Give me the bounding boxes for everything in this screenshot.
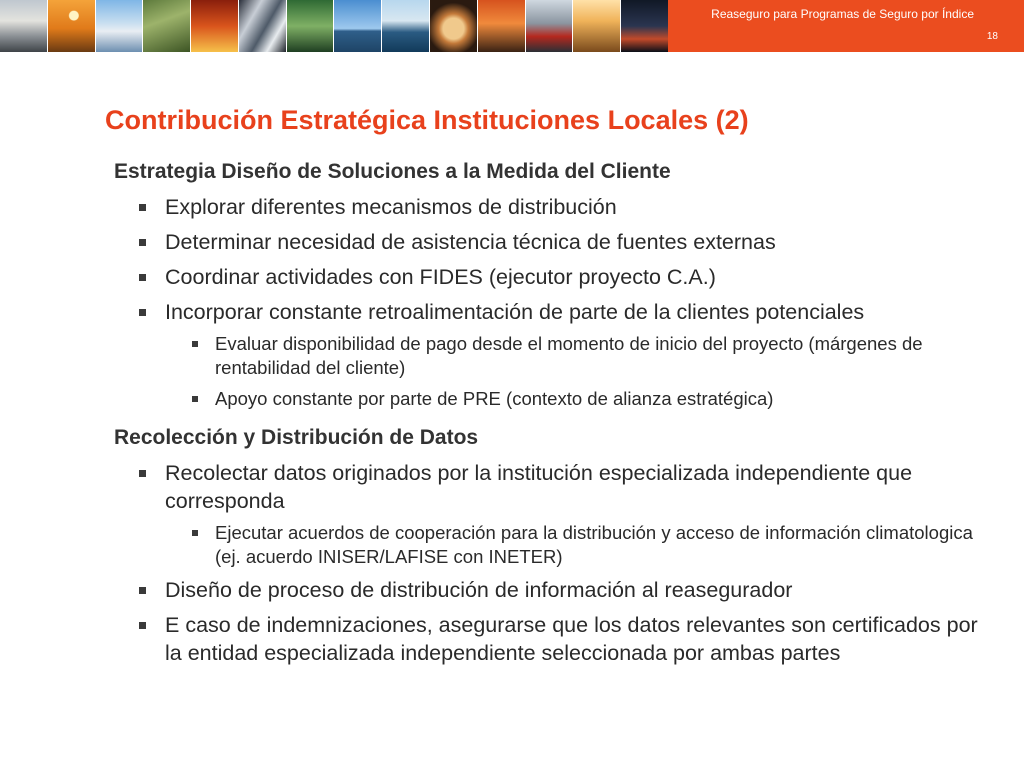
list-item <box>114 298 994 326</box>
square-bullet-icon <box>192 396 198 402</box>
slide-title: Contribución Estratégica Instituciones Locales (2) <box>105 105 749 135</box>
square-bullet-icon <box>139 274 146 281</box>
square-bullet-icon <box>139 622 146 629</box>
square-bullet-icon <box>139 204 146 211</box>
bullet-list <box>114 193 994 326</box>
square-bullet-icon <box>139 470 146 477</box>
bullet-list <box>114 576 994 667</box>
square-bullet-icon <box>139 587 146 594</box>
square-bullet-icon <box>139 309 146 316</box>
skyscraper-photo <box>239 0 286 52</box>
sub-list-item-text: Evaluar disponibilidad de pago desde el momento de inicio del proyecto (márgenes de rentabilidad del cliente) <box>215 333 923 378</box>
construction-photo <box>143 0 190 52</box>
brain-scan-photo <box>430 0 477 52</box>
list-item-text: Incorporar constante retroalimentación de parte de la clientes potenciales <box>165 300 865 324</box>
list-item <box>114 228 994 256</box>
sub-list-item <box>114 387 994 411</box>
sub-list-item-text: Apoyo constante por parte de PRE (contexto de alianza estratégica) <box>215 388 774 409</box>
sub-list-item <box>114 332 994 380</box>
list-item <box>114 576 994 604</box>
list-item <box>114 459 994 515</box>
oil-platform-photo <box>573 0 620 52</box>
list-item-text: Diseño de proceso de distribución de información al reasegurador <box>165 578 793 602</box>
square-bullet-icon <box>192 530 198 536</box>
section-heading: Recolección y Distribución de Datos <box>114 426 479 449</box>
bullet-list <box>114 459 994 515</box>
crop-field-photo <box>334 0 381 52</box>
list-item-text: Coordinar actividades con FIDES (ejecutor proyecto C.A.) <box>165 265 716 289</box>
slide-content <box>114 157 994 667</box>
refinery-photo <box>478 0 525 52</box>
industrial-plant-photo <box>0 0 47 52</box>
ship-photo <box>621 0 668 52</box>
page-number: 18 <box>986 31 998 42</box>
list-item-text: Explorar diferentes mecanismos de distribución <box>165 195 617 219</box>
list-item <box>114 611 994 667</box>
list-item-text: E caso de indemnizaciones, asegurarse que los datos relevantes son certificados por la entidad especializada independiente seleccionada por ambas partes <box>165 613 978 665</box>
square-bullet-icon <box>192 341 198 347</box>
list-item <box>114 263 994 291</box>
sunset-photo <box>48 0 95 52</box>
wave-photo <box>96 0 143 52</box>
list-item-text: Recolectar datos originados por la institución especializada independiente que corresponda <box>165 461 913 513</box>
sub-bullet-list <box>114 521 994 569</box>
sub-bullet-list <box>114 332 994 411</box>
forest-photo <box>287 0 334 52</box>
ocean-photo <box>382 0 429 52</box>
list-item <box>114 193 994 221</box>
header-title: Reaseguro para Programas de Seguro por Índice <box>711 7 974 21</box>
sub-list-item <box>114 521 994 569</box>
section-heading: Estrategia Diseño de Soluciones a la Medida del Cliente <box>114 160 671 183</box>
header-bar <box>668 0 1024 52</box>
header-photo-strip <box>0 0 668 52</box>
building-photo <box>526 0 573 52</box>
list-item-text: Determinar necesidad de asistencia técnica de fuentes externas <box>165 230 776 254</box>
fire-photo <box>191 0 238 52</box>
square-bullet-icon <box>139 239 146 246</box>
sub-list-item-text: Ejecutar acuerdos de cooperación para la distribución y acceso de información climatologica (ej. acuerdo INISER/LAFISE con INETER) <box>215 522 973 567</box>
